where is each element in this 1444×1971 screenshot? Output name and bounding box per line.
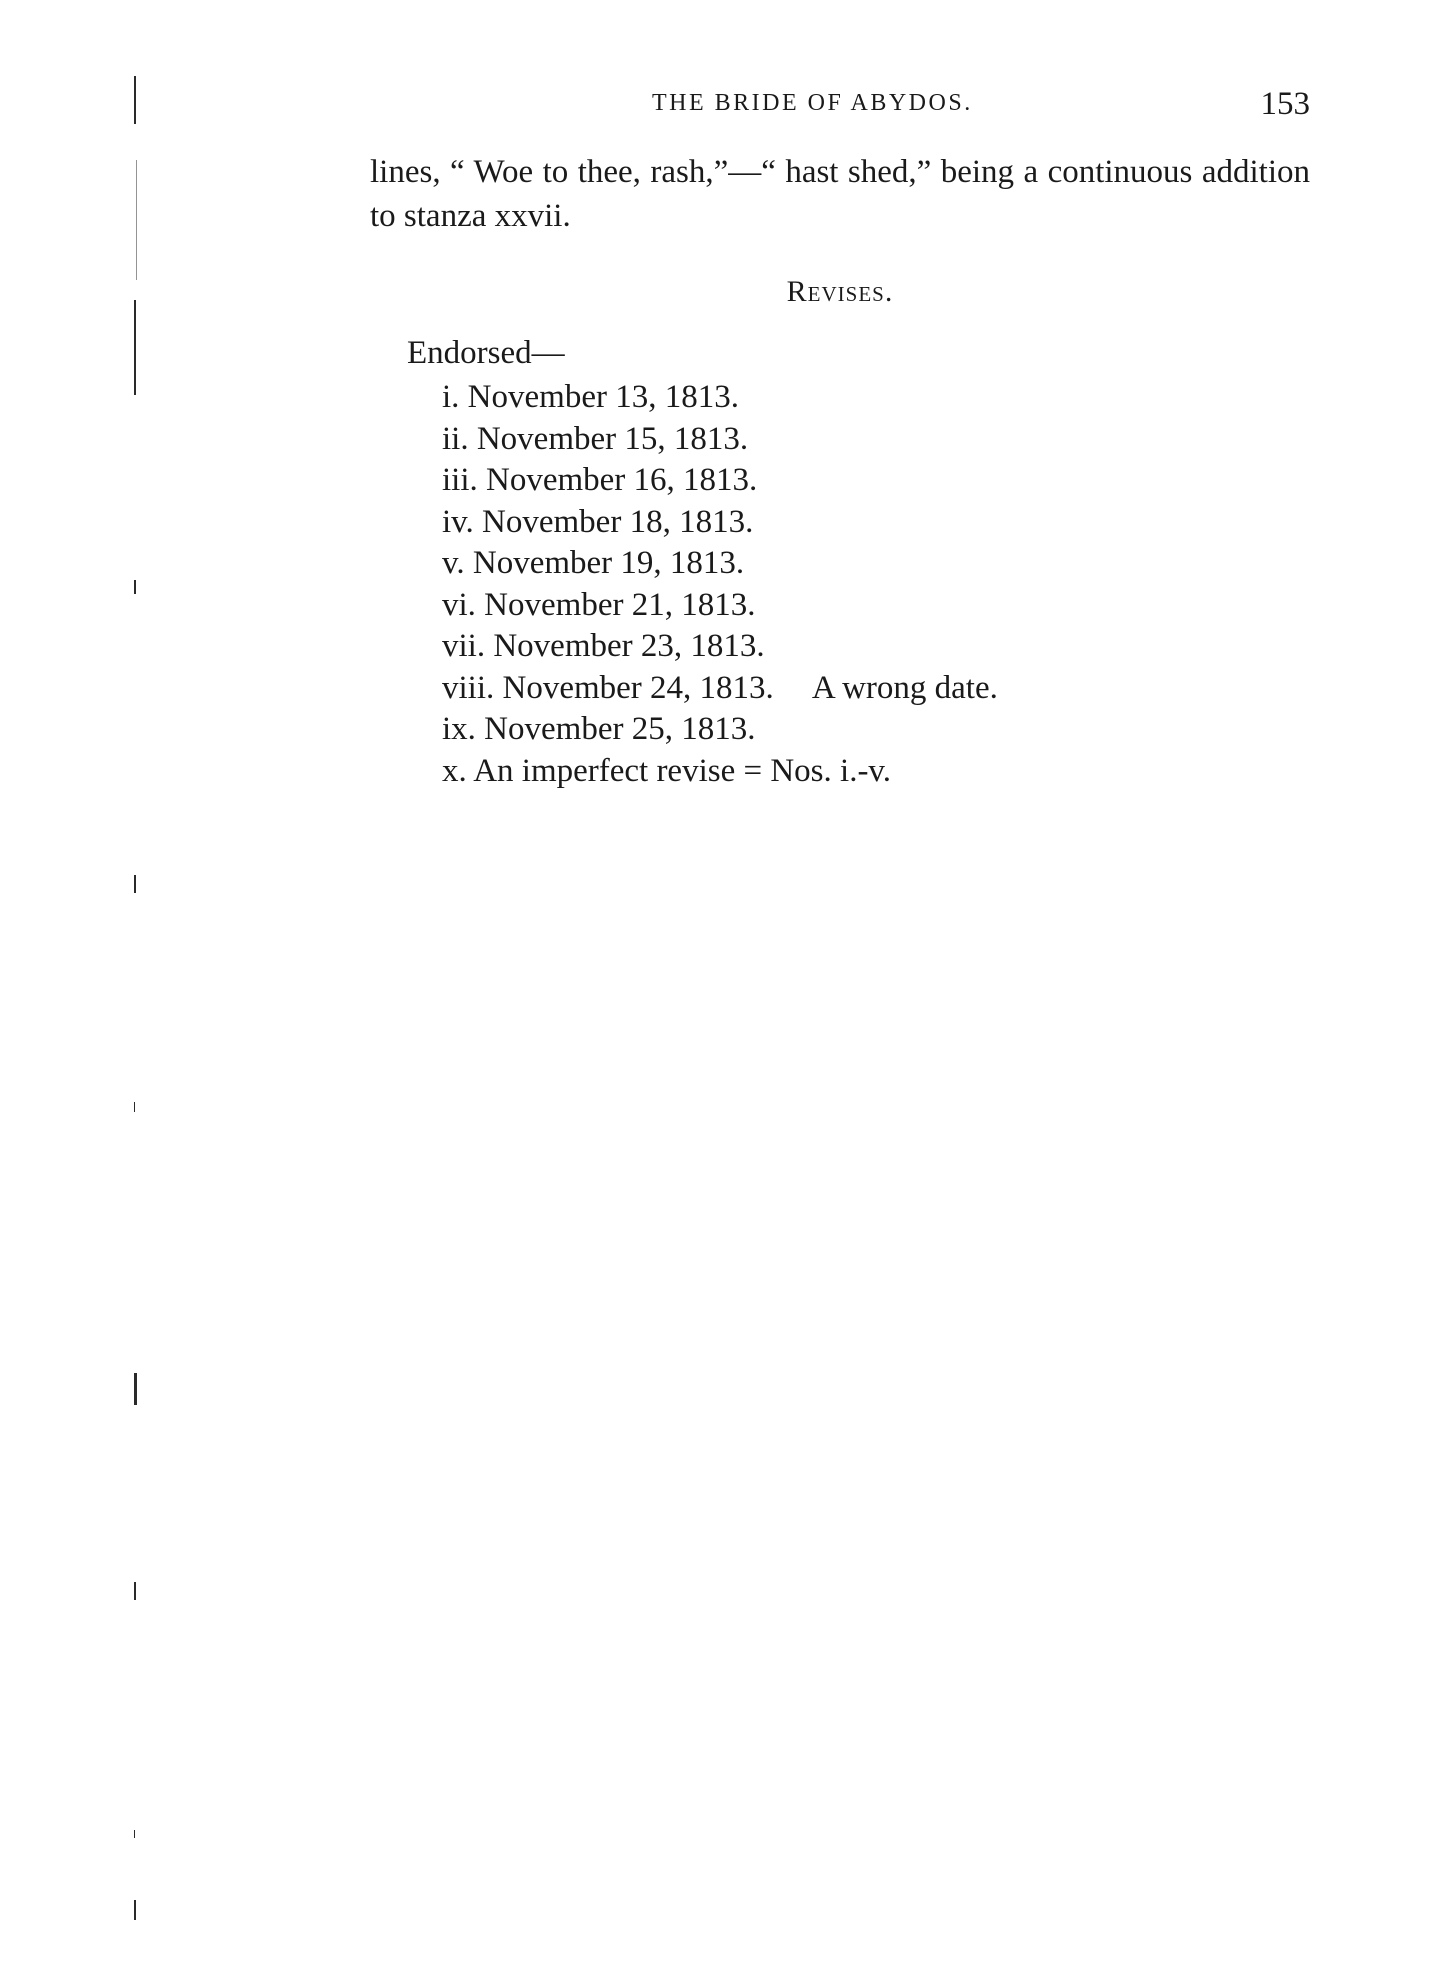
list-item: [442, 626, 998, 668]
list-item: [442, 502, 998, 544]
list-item: [442, 377, 998, 419]
item-numeral: v.: [442, 545, 465, 581]
item-text: November 15, 1813.: [476, 420, 749, 457]
list-item: [442, 543, 998, 585]
list-item: [442, 585, 998, 627]
item-numeral: vi.: [442, 586, 476, 623]
item-text: November 21, 1813.: [484, 586, 756, 623]
item-text: November 23, 1813.: [493, 628, 765, 664]
item-text: November 19, 1813.: [472, 545, 745, 581]
list-item: [442, 460, 998, 502]
item-text: November 25, 1813.: [484, 711, 756, 747]
item-numeral: x.: [442, 752, 467, 789]
item-text: November 18, 1813.: [482, 503, 754, 540]
list-item: [442, 419, 998, 461]
running-head: [370, 86, 1310, 126]
item-numeral: vii.: [442, 628, 486, 664]
item-text: An imperfect revise = Nos. i.-v.: [473, 752, 892, 789]
item-numeral: iv.: [442, 503, 474, 540]
section-heading: Revises.: [786, 275, 894, 308]
list-item: [442, 668, 998, 710]
item-text: November 13, 1813.: [467, 379, 739, 415]
running-title: THE BRIDE OF ABYDOS.: [652, 90, 973, 116]
list-item: [442, 709, 998, 751]
page-number: 153: [1260, 86, 1310, 122]
item-text: November 24, 1813.: [502, 669, 774, 706]
item-numeral: i.: [442, 379, 460, 415]
binding-edge-marks: [120, 70, 160, 1950]
endorsed-label: Endorsed—: [407, 335, 565, 371]
item-numeral: viii.: [442, 669, 495, 706]
item-numeral: iii.: [442, 462, 478, 498]
continuation-paragraph: lines, “ Woe to thee, rash,”—“ hast shed,” being a continuous addition to stanza xxvii.: [370, 154, 1310, 234]
list-item: [442, 751, 998, 793]
item-numeral: ix.: [442, 711, 476, 747]
revise-list: [442, 377, 998, 792]
body-text: [370, 150, 1310, 238]
item-note: A wrong date.: [811, 669, 998, 706]
item-text: November 16, 1813.: [486, 462, 758, 498]
item-numeral: ii.: [442, 420, 469, 457]
